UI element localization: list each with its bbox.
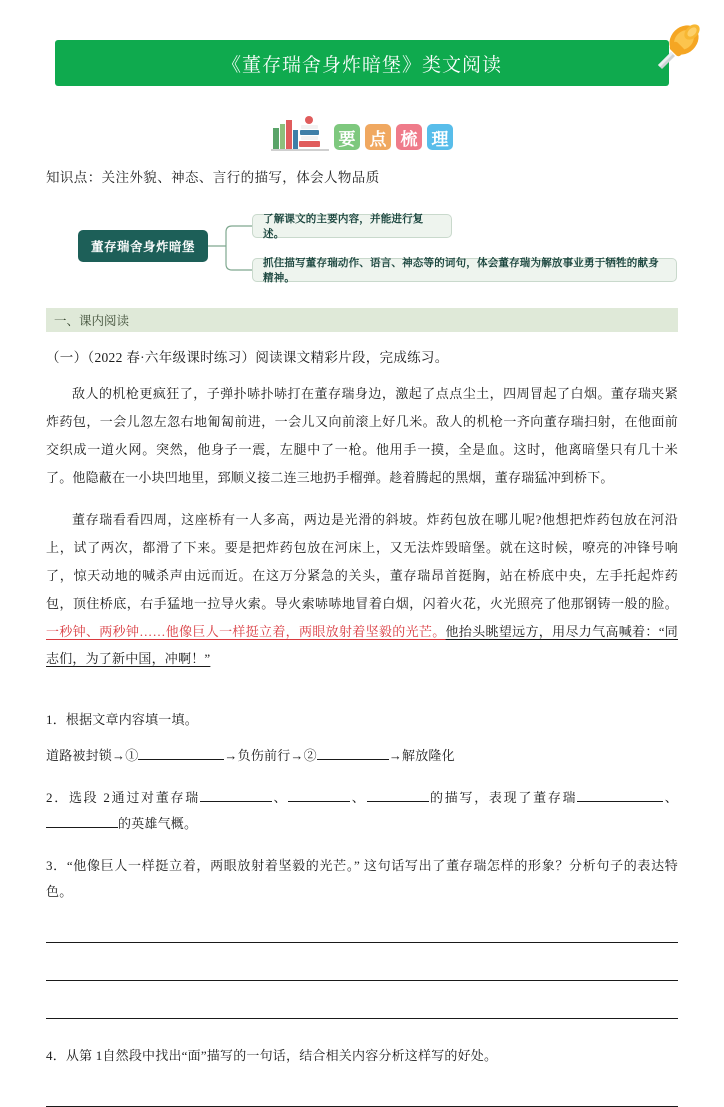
- tile-yao: 要: [334, 124, 360, 150]
- q2-part-1: 选段 2通过对董存瑞: [68, 790, 200, 806]
- passage-paragraph-1: 敌人的机枪更疯狂了，子弹扑哧扑哧打在董存瑞身边，激起了点点尘土，四周冒起了白烟。董存瑞夹紧炸药包，一会儿忽左忽右地匍匐前进，一会儿又向前滚上好几米。敌人的机枪一齐向董存瑞扫射，在他面前交织成一道火网。突然，他身子一震，左腿中了一枪。他用手一摸，全是血。这时，他离暗堡只有几十米了。他隐蔽在一小块凹地里，郅顺义接二连三地扔手榴弹。趁着腾起的黑烟，董存瑞猛冲到桥下。: [46, 386, 678, 485]
- passage-p2-highlight: 一秒钟、两秒钟……他像巨人一样挺立着，两眼放射着坚毅的光芒。: [46, 623, 446, 639]
- q1-blank-1[interactable]: [138, 759, 224, 760]
- passage-lead: （一）（2022 春·六年级课时练习）阅读课文精彩片段，完成练习。: [46, 350, 449, 365]
- mindmap-leaf-2: 抓住描写董存瑞动作、语言、神态等的词句，体会董存瑞为解放事业勇于牺牲的献身精神。: [252, 258, 677, 282]
- q2-blank-1[interactable]: [200, 801, 272, 802]
- q1-part-3: →解放隆化: [388, 748, 455, 764]
- question-1-flow: [46, 743, 678, 769]
- question-1-text: 根据文章内容填一填。: [65, 712, 198, 728]
- passage-p2-before: 董存瑞看看四周，这座桥有一人多高，两边是光滑的斜坡。炸药包放在哪儿呢?他想把炸药包放在河沿上，试了两次，都滑了下来。要是把炸药包放在河床上，又无法炸毁暗堡。就在这时候，嘹亮的冲锋号响了，惊天动地的喊杀声由远而近。在这万分紧急的关头，董存瑞昂首挺胸，站在桥底中央，左手托起炸药包，顶住桥底，右手猛地一拉导火索。导火索哧哧地冒着白烟，闪着火花，火光照亮了他那钢铸一般的脸。: [46, 511, 678, 611]
- question-2-number: 2．: [46, 790, 69, 806]
- question-1-number: 1．: [46, 712, 66, 728]
- q2-blank-2[interactable]: [288, 801, 350, 802]
- q1-blank-2[interactable]: [317, 759, 389, 760]
- q4-answer-line-1[interactable]: [46, 1077, 678, 1107]
- q2-part-5: 、: [663, 790, 679, 806]
- mindmap-leaf-1: 了解课文的主要内容，并能进行复述。: [252, 214, 452, 238]
- question-4: [46, 1043, 678, 1069]
- q2-part-6: 的英雄气概。: [118, 816, 198, 832]
- question-3-number: 3．: [46, 858, 67, 874]
- tile-dian: 点: [365, 124, 391, 150]
- page-title: 《董存瑞舍身炸暗堡》类文阅读: [221, 54, 502, 76]
- question-3: [46, 853, 678, 905]
- passage-p2-after: 他抬头眺望远方，用尽力气高喊着：“同志们，为了新中国，冲啊！”: [46, 623, 678, 667]
- q3-answer-line-2[interactable]: [46, 951, 678, 981]
- q2-blank-3[interactable]: [367, 801, 429, 802]
- page-header: [55, 40, 669, 86]
- mindmap-diagram: [0, 208, 724, 286]
- section-band-label: 一、课内阅读: [54, 314, 130, 328]
- knowledge-point-line: 知识点：关注外貌、神态、言行的描写，体会人物品质: [46, 170, 380, 185]
- q3-answer-line-1[interactable]: [46, 913, 678, 943]
- q2-part-2: 、: [271, 790, 289, 806]
- passage-paragraph-2: [46, 506, 678, 674]
- mindmap-connector: [200, 208, 260, 286]
- q1-part-2: →负伤前行→②: [224, 748, 317, 764]
- points-heading: [0, 112, 724, 152]
- q1-part-1: 道路被封锁→①: [46, 748, 139, 764]
- q2-blank-5[interactable]: [46, 827, 118, 828]
- question-4-text: 从第 1自然段中找出“面”描写的一句话，结合相关内容分析这样写的好处。: [65, 1048, 498, 1064]
- q3-answer-line-3[interactable]: [46, 989, 678, 1019]
- tile-li: 理: [427, 124, 453, 150]
- mindmap-root-node: 董存瑞舍身炸暗堡: [78, 230, 208, 262]
- q2-part-4: 的描写，表现了董存瑞: [428, 790, 578, 806]
- document-page: [0, 40, 724, 1064]
- question-4-number: 4．: [46, 1048, 66, 1064]
- section-band: [46, 308, 678, 332]
- title-banner: [55, 40, 669, 86]
- q2-blank-4[interactable]: [577, 801, 663, 802]
- tile-shu: 梳: [396, 124, 422, 150]
- books-icon: [271, 114, 329, 152]
- question-3-text: “他像巨人一样挺立着，两眼放射着坚毅的光芒。” 这句话写出了董存瑞怎样的形象？分析句子的表达特色。: [46, 858, 678, 900]
- q2-part-3: 、: [350, 790, 367, 806]
- question-2: [46, 785, 678, 837]
- content-area: [46, 346, 678, 1107]
- question-1: [46, 707, 678, 733]
